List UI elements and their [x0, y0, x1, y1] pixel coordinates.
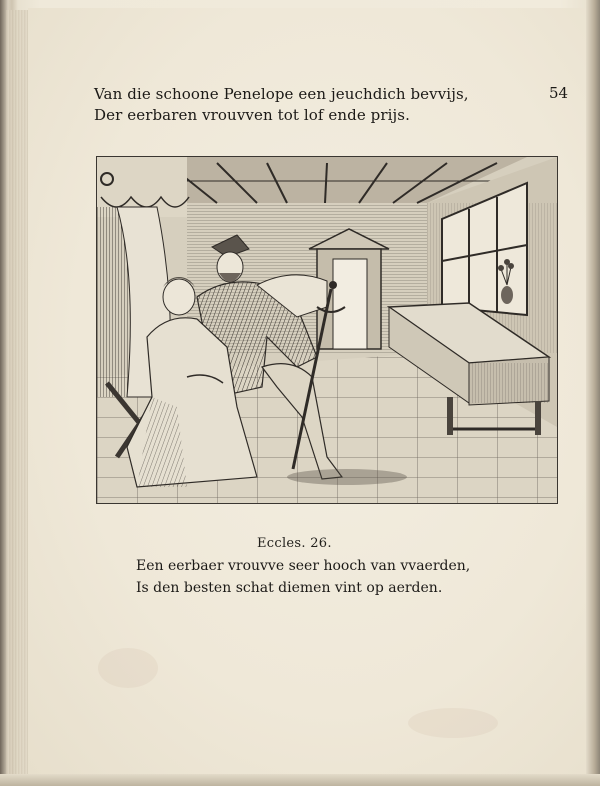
foxing-stain [98, 648, 158, 688]
engraving-illustration [97, 157, 557, 503]
engraving-plate [96, 156, 558, 504]
foxing-stain [408, 708, 498, 738]
page-edges-right [586, 0, 600, 786]
verse-line-2: Is den besten schat diemen vint op aerden. [136, 580, 443, 596]
heading-line-2: Der eerbaren vrouvven tot lof ende prijs. [94, 106, 410, 124]
scripture-reference: Eccles. 26. [257, 536, 332, 551]
page-edges-left [6, 10, 28, 776]
verse-text [136, 555, 470, 599]
page-number: 54 [549, 84, 569, 102]
verse-line-1: Een eerbaer vrouvve seer hooch van vvaerden, [136, 558, 471, 574]
page-edges-bottom [0, 774, 600, 786]
heading-line-1: Van die schoone Penelope een jeuchdich bevvijs, [94, 85, 469, 103]
page-heading [94, 84, 469, 126]
